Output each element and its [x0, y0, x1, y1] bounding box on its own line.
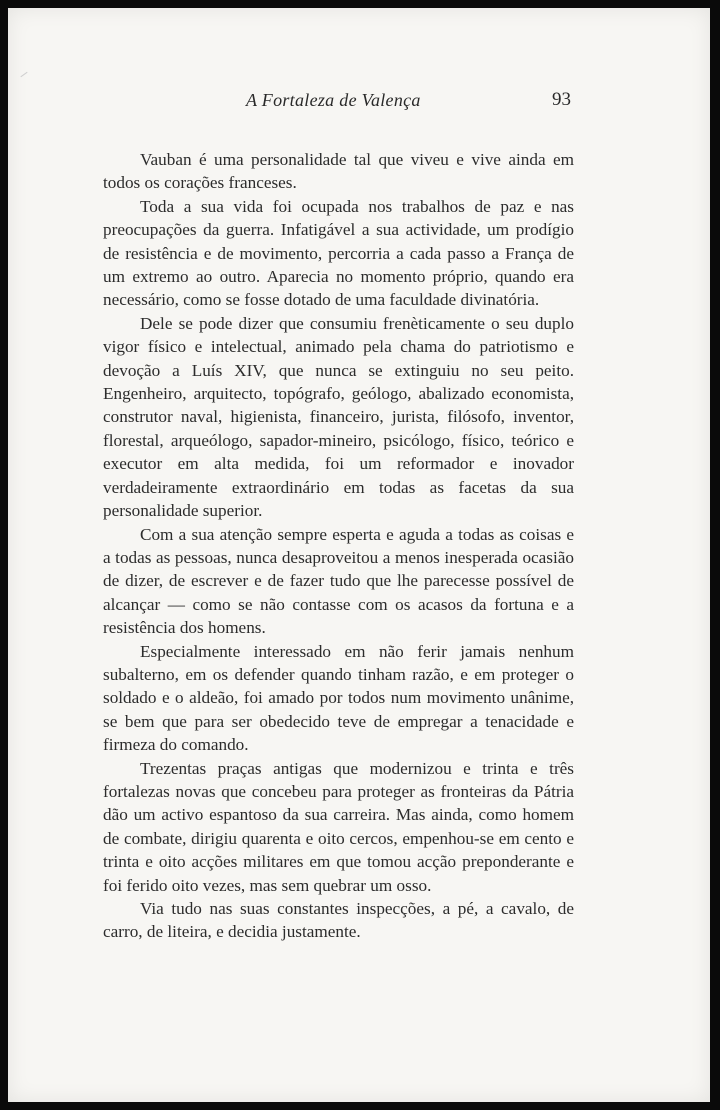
paragraph: Trezentas praças antigas que modernizou e trinta e três fortalezas novas que concebeu para proteger as fronteiras da Pátria dão um activo espantoso da sua carreira. Mas ainda, como homem de combate, dirigiu quarenta e oito cercos, empenhou-se em cento e trinta e oito acções militares em que tomou acção preponderante e foi ferido oito vezes, mas sem quebrar um osso. — [103, 758, 574, 895]
paragraph: Via tudo nas suas constantes inspecções, a pé, a cavalo, de carro, de liteira, e decidia justamente. — [103, 899, 574, 942]
paragraph: Toda a sua vida foi ocupada nos trabalhos de paz e nas preocupações da guerra. Infatigável a sua actividade, um prodígio de resistência e de movimento, percorria a cada passo a França de um extremo ao outro. Aparecia no momento próprio, quando era necessário, como se fosse dotado de uma faculdade divinatória. — [103, 196, 574, 310]
body-text — [103, 148, 574, 944]
book-page — [8, 8, 710, 1102]
paragraph: Especialmente interessado em não ferir jamais nenhum subalterno, em os defender quando tinham razão, e em proteger o soldado e o aldeão, foi amado por todos num movimento unânime, se bem que para ser obedecido teve de empregar a tenacidade e firmeza do comando. — [103, 641, 574, 755]
page-number: 93 — [552, 89, 571, 110]
paragraph: Vauban é uma personalidade tal que viveu e vive ainda em todos os corações franceses. — [103, 150, 574, 193]
running-title: A Fortaleza de Valença — [246, 90, 421, 110]
paragraph: Dele se pode dizer que consumiu frenèticamente o seu duplo vigor físico e intelectual, animado pela chama do patriotismo e devoção a Luís XIV, que nunca se extinguiu no seu peito. Engenheiro, arquitecto, topógrafo, geólogo, abalizado economista, construtor naval, higienista, financeiro, jurista, filósofo, inventor, florestal, arqueólogo, sapador-mineiro, psicólogo, físico, teórico e executor em alta medida, foi um reformador e inovador verdadeiramente extraordinário em todas as facetas da sua personalidade superior. — [103, 313, 574, 521]
paragraph: Com a sua atenção sempre esperta e aguda a todas as coisas e a todas as pessoas, nunca desaproveitou a menos inesperada ocasião de dizer, de escrever e de fazer tudo que lhe parecesse possível de alcançar — como se não contasse com os acasos da fortuna e a resistência dos homens. — [103, 524, 574, 638]
scan-speck — [20, 72, 27, 77]
page-header — [8, 90, 710, 116]
